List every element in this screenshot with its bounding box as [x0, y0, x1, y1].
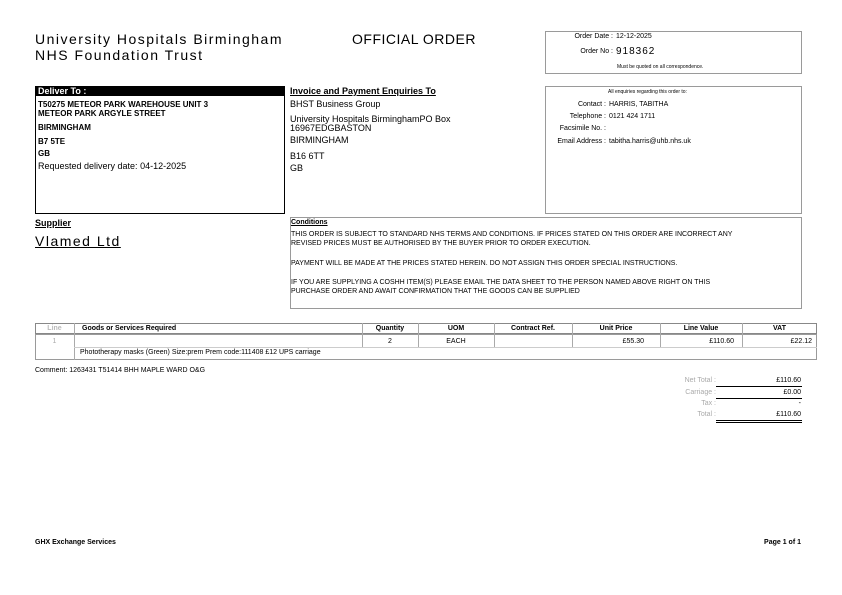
- telephone-number: 0121 424 1711: [609, 113, 656, 120]
- conditions-p2: PAYMENT WILL BE MADE AT THE PRICES STATED HEREIN. DO NOT ASSIGN THIS ORDER SPECIAL INSTRUCTIONS.: [291, 260, 678, 267]
- grand-total: £110.60: [776, 411, 801, 418]
- col-line-value: Line Value: [683, 325, 719, 332]
- net-total-label: Net Total :: [684, 377, 716, 384]
- conditions-p1b: REVISED PRICES MUST BE AUTHORISED BY THE BUYER PRIOR TO ORDER EXECUTION.: [291, 240, 591, 247]
- conditions-p3a: IF YOU ARE SUPPLYING A COSHH ITEM(S) PLEASE EMAIL THE DATA SHEET TO THE PERSON NAMED ABOVE RIGHT ON THIS: [291, 279, 711, 286]
- conditions-p1a: THIS ORDER IS SUBJECT TO STANDARD NHS TERMS AND CONDITIONS. IF PRICES STATED ON THIS ORDER ARE INCORRECT ANY: [291, 231, 733, 238]
- org-name-line1: University Hospitals Birmingham: [35, 31, 284, 47]
- tax-label: Tax :: [701, 400, 716, 407]
- deliver-line1: T50275 METEOR PARK WAREHOUSE UNIT 3: [38, 100, 209, 109]
- facsimile-label: Facsimile No. :: [559, 125, 606, 132]
- order-date-label: Order Date :: [574, 33, 613, 40]
- col-vat: VAT: [773, 325, 786, 332]
- deliver-line3: BIRMINGHAM: [38, 123, 91, 132]
- order-number: 918362: [616, 46, 656, 57]
- supplier-name: Vlamed Ltd: [35, 233, 121, 249]
- invoice-line4: BIRMINGHAM: [290, 135, 349, 145]
- telephone-label: Telephone :: [569, 113, 606, 120]
- row-description: Phototherapy masks (Green) Size:prem Prem code:111408 £12 UPS carriage: [80, 349, 321, 356]
- grand-total-label: Total :: [697, 411, 716, 418]
- order-comment: Comment: 1263431 T51414 BHH MAPLE WARD O&G: [35, 367, 206, 374]
- row-line: 1: [52, 338, 57, 345]
- deliver-to-heading: Deliver To :: [35, 86, 285, 96]
- order-no-label: Order No :: [580, 48, 613, 55]
- invoice-line6: GB: [290, 163, 304, 173]
- invoice-line3: 16967EDGBASTON: [290, 123, 372, 133]
- invoice-line2: University Hospitals BirminghamPO Box: [290, 114, 451, 124]
- invoice-heading: Invoice and Payment Enquiries To: [290, 86, 436, 96]
- conditions-heading: Conditions: [291, 219, 328, 226]
- col-quantity: Quantity: [375, 325, 405, 332]
- col-line: Line: [47, 325, 62, 332]
- order-date: 12-12-2025: [616, 33, 652, 40]
- row-quantity: 2: [388, 338, 392, 345]
- deliver-line2: METEOR PARK ARGYLE STREET: [38, 109, 166, 118]
- col-unit-price: Unit Price: [599, 325, 633, 332]
- conditions-p3b: PURCHASE ORDER AND AWAIT CONFIRMATION THAT THE GOODS CAN BE SUPPLIED: [291, 288, 580, 295]
- carriage-total: £0.00: [783, 389, 801, 396]
- net-total: £110.60: [776, 377, 801, 384]
- org-name-line2: NHS Foundation Trust: [35, 47, 204, 63]
- contact-label: Contact :: [577, 101, 606, 108]
- row-uom: EACH: [446, 338, 466, 345]
- deliver-line5: GB: [38, 149, 50, 158]
- supplier-heading: Supplier: [35, 218, 72, 228]
- page-title: OFFICIAL ORDER: [352, 31, 476, 47]
- order-quote-note: Must be quoted on all correspondence.: [617, 64, 704, 70]
- row-line-value: £110.60: [709, 338, 734, 345]
- email-address: tabitha.harris@uhb.nhs.uk: [609, 138, 691, 145]
- invoice-line5: B16 6TT: [290, 151, 325, 161]
- enquiries-note: All enquiries regarding this order to:: [608, 89, 687, 95]
- contact-name: HARRIS, TABITHA: [609, 101, 669, 108]
- email-label: Email Address :: [557, 138, 606, 145]
- carriage-label: Carriage :: [685, 389, 716, 396]
- col-uom: UOM: [447, 325, 465, 332]
- col-goods: Goods or Services Required: [82, 325, 177, 332]
- row-unit-price: £55.30: [622, 338, 644, 345]
- col-contract-ref: Contract Ref.: [511, 325, 555, 332]
- requested-delivery-date: Requested delivery date: 04-12-2025: [38, 161, 187, 171]
- page-number: Page 1 of 1: [764, 539, 801, 546]
- footer-provider: GHX Exchange Services: [35, 539, 116, 546]
- row-vat: £22.12: [790, 338, 812, 345]
- invoice-line1: BHST Business Group: [290, 99, 381, 109]
- deliver-line4: B7 5TE: [38, 137, 66, 146]
- tax-total: -: [798, 400, 801, 407]
